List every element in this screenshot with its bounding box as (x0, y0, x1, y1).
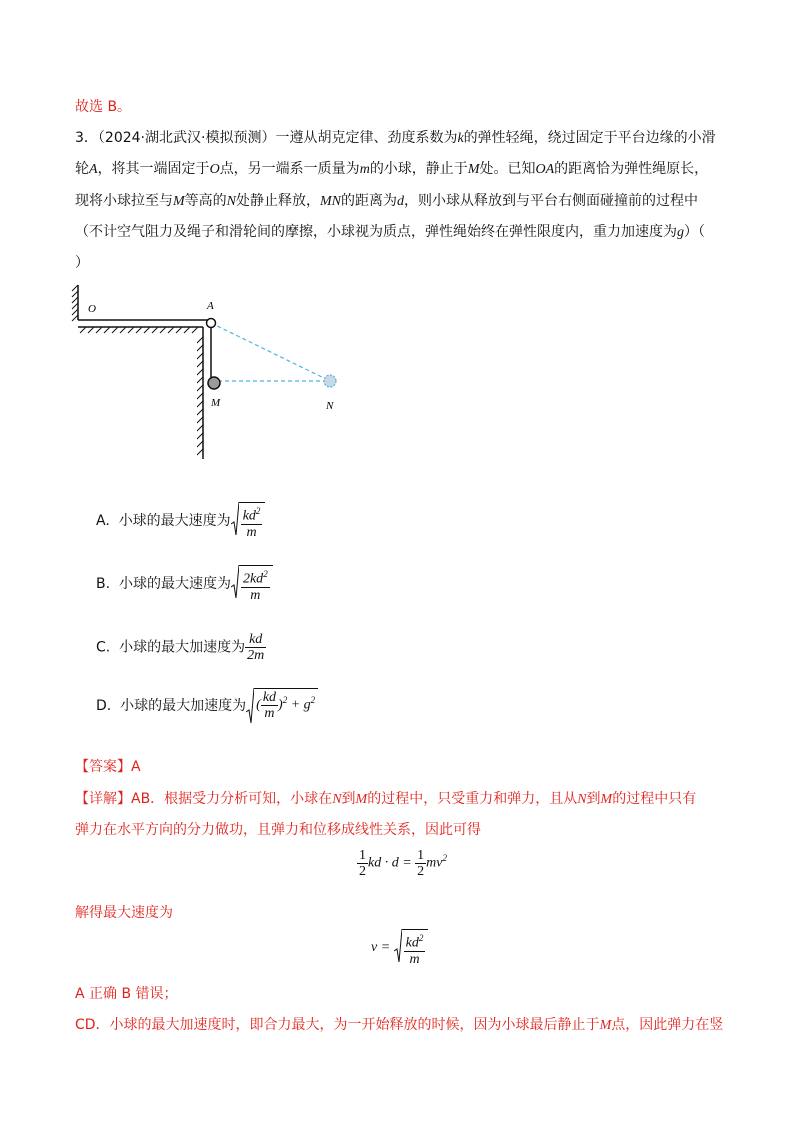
question-line-5: ） (75, 255, 89, 271)
question-text: ）（ (684, 224, 705, 240)
var-k: k (457, 131, 464, 146)
question-source: （2024·湖北武汉·模拟预测） (97, 130, 276, 146)
var-M: M (355, 792, 368, 807)
question-line-1 (75, 127, 716, 150)
var-M: M (600, 792, 613, 807)
formula-sqrt: $\frac{2kd^2}{m}$ (231, 565, 273, 603)
option-text: 小球的最大加速度为 (120, 698, 247, 714)
label-N: N (326, 400, 334, 412)
velocity-equation: v = $\frac{kd^2}{m}$ (371, 929, 428, 967)
option-A[interactable] (96, 502, 265, 540)
detail-line-1 (75, 788, 696, 811)
var-M: M (599, 1018, 612, 1033)
var-N: N (226, 194, 237, 209)
question-text: （不计空气阻力及绳子和滑轮间的摩擦，小球视为质点，弹性绳始终在弹性限度内，重力加速度为 (75, 224, 677, 240)
option-text: 小球的最大速度为 (118, 512, 231, 529)
answer-label: 【答案】A (75, 759, 141, 775)
question-line-3 (75, 190, 698, 213)
previous-answer: 故选 B。 (75, 99, 132, 115)
question-text: 处。已知 (479, 161, 536, 177)
option-D[interactable] (96, 688, 318, 724)
var-N: N (577, 792, 587, 807)
question-line-2 (75, 158, 708, 181)
detail-line-2: 弹力在水平方向的分力做功，且弹力和位移成线性关系，因此可得 (75, 822, 481, 838)
formula-sqrt: $\frac{kd^2}{m}$ (231, 502, 266, 540)
detail-line-3: 解得最大速度为 (75, 905, 173, 921)
var-g: g (677, 225, 684, 240)
question-text: 的小球，静止于 (369, 161, 468, 177)
question-text: 的弹性轻绳，绕过固定于平台边缘的小滑 (463, 130, 716, 146)
option-letter: B. (96, 575, 111, 592)
option-letter: C. (96, 639, 111, 656)
var-d: d (397, 194, 405, 209)
question-text: 现将小球拉至与 (75, 193, 173, 209)
question-text: 一遵从胡克定律、劲度系数为 (275, 130, 458, 146)
question-number: 3． (75, 130, 98, 146)
question-text: 处静止释放， (236, 193, 321, 209)
option-C[interactable] (96, 632, 266, 663)
option-letter: D. (96, 698, 112, 714)
label-M: M (211, 397, 221, 409)
option-text: 小球的最大加速度为 (119, 639, 246, 656)
ball-N (324, 375, 336, 387)
detail-text: CD．小球的最大加速度时，即合力最大，为一开始释放的时候，因为小球最后静止于 (75, 1017, 600, 1033)
var-A: A (89, 162, 98, 177)
question-text: ，则小球从释放到与平台右侧面碰撞前的过程中 (404, 193, 699, 209)
question-text: 轮 (75, 161, 89, 177)
detail-text: 点，因此弹力在竖 (611, 1017, 724, 1033)
formula-fraction: $\frac{kd}{2m}$ (247, 632, 265, 663)
detail-line-5 (75, 1014, 723, 1037)
question-text: ，将其一端固定于 (97, 161, 210, 177)
var-O: O (209, 162, 220, 177)
energy-equation: $\frac{1}{2}$ kd · d = $\frac{1}{2}$ $mv^2$ (359, 848, 447, 879)
question-text: 点，另一端系一质量为 (219, 161, 360, 177)
label-O: O (88, 303, 96, 315)
option-text: 小球的最大速度为 (118, 575, 231, 592)
dashed-rope-AN (211, 323, 328, 380)
question-line-4 (75, 221, 705, 244)
pulley-A (207, 319, 216, 328)
ball-M (208, 377, 220, 389)
var-N: N (332, 792, 342, 807)
var-MN: MN (320, 194, 342, 209)
physics-figure (70, 283, 370, 463)
detail-text: 到 (341, 791, 356, 807)
detail-label: 【详解】 (75, 791, 131, 807)
detail-text: 的过程中只有 (612, 791, 697, 807)
label-A: A (207, 300, 214, 312)
question-text: 等高的 (184, 193, 227, 209)
option-B[interactable] (96, 565, 273, 603)
detail-line-4: A 正确 B 错误； (75, 986, 178, 1002)
var-m: m (359, 162, 370, 177)
detail-text: AB．根据受力分析可知，小球在 (131, 791, 333, 807)
platform-hatch (80, 327, 198, 333)
detail-text: 到 (586, 791, 601, 807)
question-text: 的距离恰为弹性绳原长， (554, 161, 709, 177)
var-M: M (173, 194, 185, 209)
detail-text: 的过程中，只受重力和弹力，且从 (367, 791, 578, 807)
question-text: 的距离为 (341, 193, 398, 209)
option-letter: A. (96, 512, 110, 529)
formula-sqrt: ( $\frac{kd}{m}$ )$^2 + g^2$ (246, 688, 318, 724)
var-OA: OA (535, 162, 555, 177)
var-M: M (467, 162, 480, 177)
